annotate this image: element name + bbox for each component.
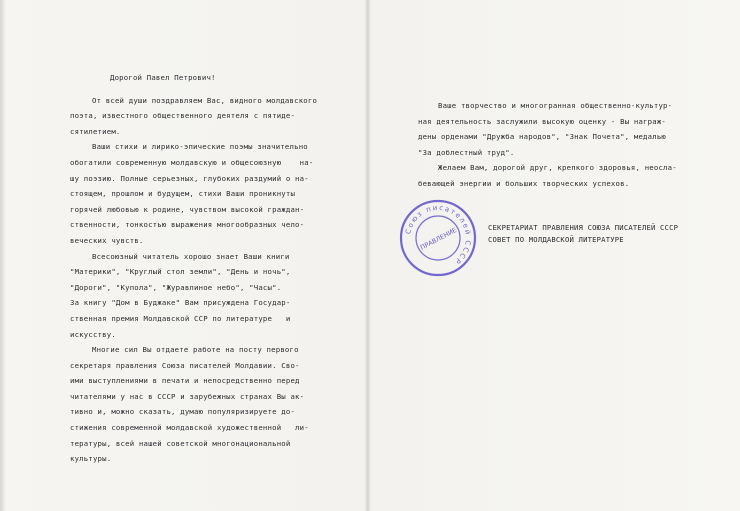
letter-greeting: Дорогой Павел Петрович! (110, 73, 216, 82)
text-line: От всей души поздравляем Вас, видного молдавского (92, 95, 318, 105)
text-line: стижения современной молдавской художественной ли- (70, 423, 309, 433)
seal-ring-text: Союз писателей СССР (404, 203, 473, 266)
text-line: стоящем, прошлом и будущем, стихи Ваши проникнуты (70, 189, 296, 199)
text-line: шу поэзию. Полные серьезных, глубоких раздумий о на- (70, 173, 309, 183)
text-line: Ваши стихи и лирико-эпические поэмы значительно (92, 142, 308, 152)
text-line: секретаря правления Союза писателей Молдавии. Сво- (70, 360, 300, 370)
paragraph (418, 162, 698, 190)
text-line: горячей любовью к родине, чувством высокой граждан- (70, 204, 305, 214)
paragraph (418, 100, 698, 159)
signature-block (488, 222, 678, 247)
text-line: Всесоюзный читатель хорошо знает Ваши книги (92, 251, 290, 261)
text-line: бевающей энергии и больших творческих успехов. (418, 178, 630, 188)
text-line: "Материки", "Круглый стол земли", "День и ночь", (70, 267, 291, 277)
text-line: ственная премия Молдавской ССР по литературе и (70, 313, 291, 323)
text-line: тивно и, можно сказать, думаю популяризируете до- (70, 407, 296, 417)
signature-line: СОВЕТ ПО МОЛДАВСКОЙ ЛИТЕРАТУРЕ (488, 235, 624, 245)
paragraph (70, 251, 350, 342)
text-line: Ваше творчество и многогранная общественно-культур- (438, 101, 673, 110)
text-line: обогатили современную молдавскую и общесоюзную на- (70, 157, 314, 167)
text-line: "Дороги", "Купола", "Журавлиное небо", "Часы". (70, 282, 282, 292)
paragraph (70, 344, 350, 466)
letter-right-column (418, 100, 698, 194)
paragraph (70, 141, 350, 247)
paragraph (70, 95, 350, 139)
text-line: дены орденами "Дружба народов", "Знак Почета", медалью (418, 132, 667, 142)
official-seal-stamp (398, 198, 478, 278)
text-line: За книгу "Дом в Буджаке" Вам присуждена Государ- (70, 298, 291, 308)
page-fold (366, 0, 370, 511)
signature-line: СЕКРЕТАРИАТ ПРАВЛЕНИЯ СОЮЗА ПИСАТЕЛЕЙ СССР (488, 223, 679, 232)
text-line: культуры. (70, 454, 112, 464)
paper-edge-shadow (0, 0, 6, 511)
letter-left-column (70, 72, 350, 469)
text-line: Желаем Вам, дорогой друг, крепкого здоровья, неосла- (438, 163, 677, 173)
text-line: ственности, тонкостью выражения многообразных чело- (70, 220, 305, 230)
seal-center-text: ПРАВЛЕНИЕ (418, 225, 458, 252)
text-line: искусству. (70, 329, 116, 339)
text-line: веческих чувств. (70, 235, 144, 245)
text-line: Многие сил Вы отдаете работе на посту первого (92, 345, 299, 355)
text-line: ими выступлениями в печати и непосредственно перед (70, 376, 300, 386)
left-paragraphs (70, 95, 350, 466)
text-line: "За доблестный труд". (418, 147, 515, 157)
text-line: ная деятельность заслужили высокую оценку - Вы награж- (418, 116, 667, 126)
text-line: тературы, всей нашей советской многонациональной (70, 438, 291, 448)
text-line: сятилетием. (70, 126, 121, 136)
text-line: поэта, известного общественного деятеля с пятиде- (70, 111, 296, 121)
text-line: читателями у нас в СССР и зарубежных странах Вы ак- (70, 391, 305, 401)
